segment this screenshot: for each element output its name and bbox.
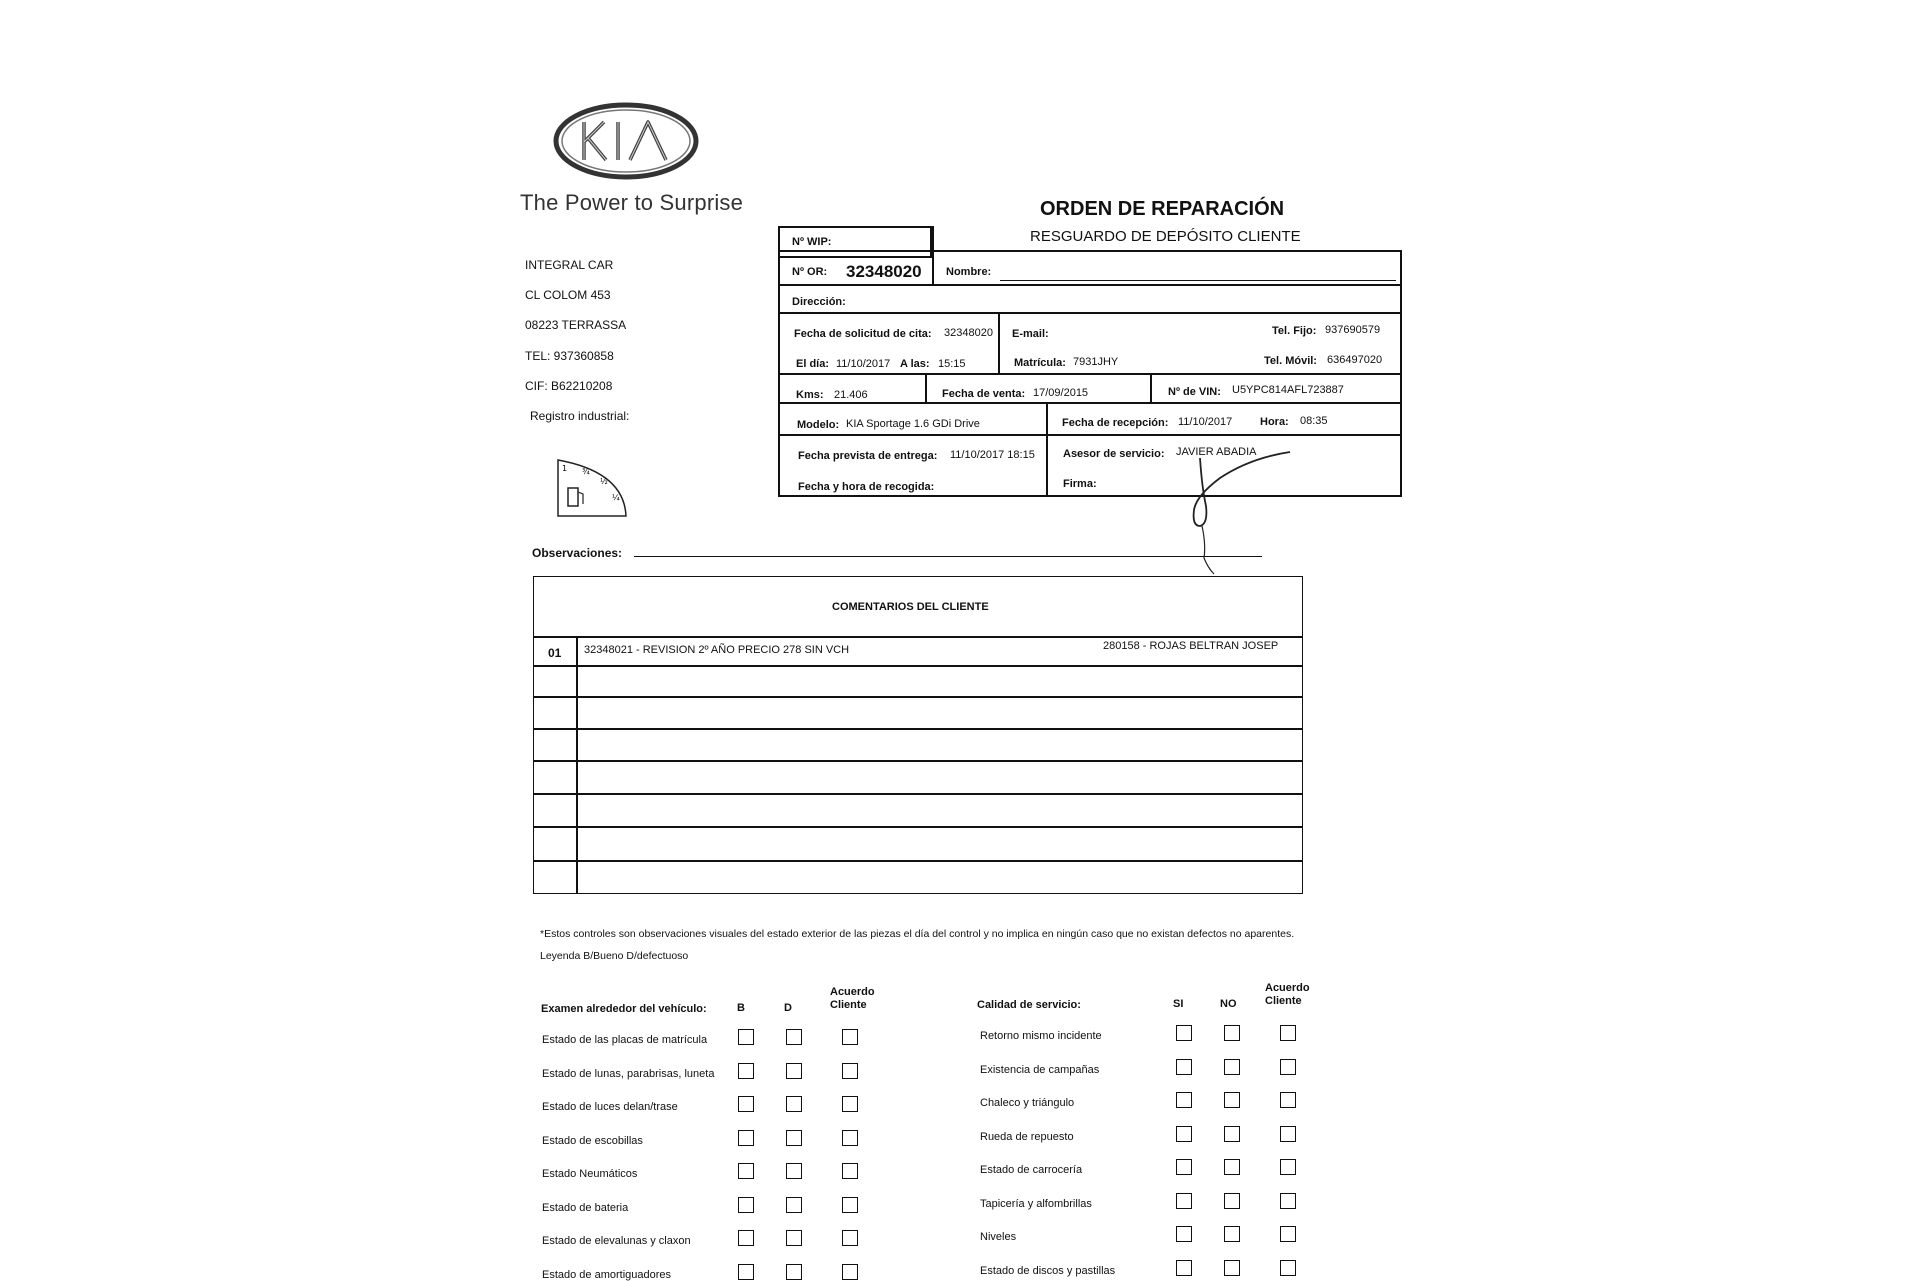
quality-checkbox-second[interactable] xyxy=(1224,1092,1240,1108)
comments-table xyxy=(533,576,1303,894)
fecha-recepcion-value: 11/10/2017 xyxy=(1178,416,1233,428)
notes-line-1: *Estos controles son observaciones visuales del estado exterior de las piezas el día del control y no implica en ningún caso que no existan defectos no aparentes. xyxy=(540,928,1295,940)
quality-checkbox-acuerdo[interactable] xyxy=(1280,1126,1296,1142)
quality-checkbox-acuerdo[interactable] xyxy=(1280,1159,1296,1175)
quality-col-acuerdo: Acuerdo xyxy=(1265,982,1310,994)
exam-checkbox-first[interactable] xyxy=(738,1197,754,1213)
exam-item-label: Estado Neumáticos xyxy=(542,1168,638,1180)
quality-checkbox-acuerdo[interactable] xyxy=(1280,1226,1296,1242)
modelo-value: KIA Sportage 1.6 GDi Drive xyxy=(846,418,980,430)
quality-checkbox-first[interactable] xyxy=(1176,1159,1192,1175)
fecha-solicitud-value: 32348020 xyxy=(944,327,993,339)
asesor-label: Asesor de servicio: xyxy=(1063,448,1165,460)
exam-checkbox-first[interactable] xyxy=(738,1063,754,1079)
email-label: E-mail: xyxy=(1012,328,1049,340)
exam-checkbox-acuerdo[interactable] xyxy=(842,1230,858,1246)
exam-checkbox-second[interactable] xyxy=(786,1230,802,1246)
quality-item-label: Estado de carrocería xyxy=(980,1164,1083,1176)
exam-checkbox-first[interactable] xyxy=(738,1096,754,1112)
exam-checkbox-first[interactable] xyxy=(738,1264,754,1280)
dealer-city: 08223 TERRASSA xyxy=(525,318,627,332)
tel-movil-value: 636497020 xyxy=(1327,354,1383,366)
exam-item-label: Estado de las placas de matrícula xyxy=(542,1034,708,1046)
quality-checkbox-acuerdo[interactable] xyxy=(1280,1025,1296,1041)
dealer-tel: TEL: 937360858 xyxy=(525,349,614,363)
a-las-label: A las: xyxy=(900,358,930,370)
kia-logo xyxy=(552,100,700,182)
a-las-value: 15:15 xyxy=(938,358,966,370)
exam-checkbox-second[interactable] xyxy=(786,1130,802,1146)
tel-movil-label: Tel. Móvil: xyxy=(1264,355,1317,367)
comments-header: COMENTARIOS DEL CLIENTE xyxy=(832,601,989,613)
vin-label: Nº de VIN: xyxy=(1168,386,1221,398)
tel-fijo-label: Tel. Fijo: xyxy=(1272,325,1317,337)
asesor-value: JAVIER ABADIA xyxy=(1176,446,1257,458)
exam-checkbox-second[interactable] xyxy=(786,1197,802,1213)
exam-item-label: Estado de elevalunas y claxon xyxy=(542,1235,691,1247)
dealer-registry: Registro industrial: xyxy=(530,409,630,423)
exam-checkbox-acuerdo[interactable] xyxy=(842,1264,858,1280)
quality-checkbox-first[interactable] xyxy=(1176,1193,1192,1209)
quality-checkbox-acuerdo[interactable] xyxy=(1280,1193,1296,1209)
quality-checkbox-second[interactable] xyxy=(1224,1126,1240,1142)
fecha-recepcion-label: Fecha de recepción: xyxy=(1062,417,1169,429)
hora-value: 08:35 xyxy=(1300,415,1328,427)
exam-checkbox-acuerdo[interactable] xyxy=(842,1197,858,1213)
quality-checkbox-first[interactable] xyxy=(1176,1025,1192,1041)
exam-col-cliente: Cliente xyxy=(830,999,867,1011)
dealer-street: CL COLOM 453 xyxy=(525,288,611,302)
quality-checkbox-first[interactable] xyxy=(1176,1126,1192,1142)
quality-item-label: Niveles xyxy=(980,1231,1017,1243)
quality-title: Calidad de servicio: xyxy=(977,999,1081,1011)
document-subtitle: RESGUARDO DE DEPÓSITO CLIENTE xyxy=(1030,228,1301,245)
exam-item-label: Estado de lunas, parabrisas, luneta xyxy=(542,1067,715,1080)
direccion-label: Dirección: xyxy=(792,296,846,308)
quality-col-no: NO xyxy=(1220,998,1237,1010)
comment-row-advisor: 280158 - ROJAS BELTRAN JOSEP xyxy=(1103,640,1279,652)
nombre-label: Nombre: xyxy=(946,266,992,278)
observaciones-label: Observaciones: xyxy=(532,546,623,560)
quality-checkbox-second[interactable] xyxy=(1224,1193,1240,1209)
exam-checkbox-acuerdo[interactable] xyxy=(842,1163,858,1179)
notes-line-2: Leyenda B/Bueno D/defectuoso xyxy=(540,950,689,962)
quality-item-label: Estado de discos y pastillas xyxy=(980,1264,1116,1277)
comment-row-text: 32348021 - REVISION 2º AÑO PRECIO 278 SIN VCH xyxy=(584,644,850,656)
fecha-entrega-label: Fecha prevista de entrega: xyxy=(798,450,938,462)
exam-title: Examen alrededor del vehículo: xyxy=(541,1003,707,1015)
quality-item-label: Retorno mismo incidente xyxy=(980,1030,1102,1042)
exam-checkbox-second[interactable] xyxy=(786,1063,802,1079)
quality-item-label: Rueda de repuesto xyxy=(980,1130,1074,1143)
matricula-label: Matrícula: xyxy=(1014,357,1066,369)
quality-checkbox-first[interactable] xyxy=(1176,1092,1192,1108)
signature-scribble xyxy=(1180,448,1300,578)
fuel-mark-three-quarter: ¾ xyxy=(582,467,590,476)
quality-checkbox-second[interactable] xyxy=(1224,1025,1240,1041)
fuel-mark-half: ½ xyxy=(600,477,608,486)
exam-item-label: Estado de escobillas xyxy=(542,1134,643,1147)
exam-checkbox-second[interactable] xyxy=(786,1096,802,1112)
fecha-solicitud-label: Fecha de solicitud de cita: xyxy=(794,328,932,340)
exam-item-label: Estado de bateria xyxy=(542,1201,629,1214)
quality-item-label: Chaleco y triángulo xyxy=(980,1097,1075,1109)
exam-col-b: B xyxy=(737,1002,745,1014)
el-dia-value: 11/10/2017 xyxy=(836,358,891,370)
fecha-venta-label: Fecha de venta: xyxy=(942,388,1026,400)
exam-col-acuerdo: Acuerdo xyxy=(830,986,875,998)
quality-checkbox-acuerdo[interactable] xyxy=(1280,1260,1296,1276)
fuel-gauge-icon xyxy=(556,458,628,518)
modelo-label: Modelo: xyxy=(797,419,840,431)
or-label: Nº OR: xyxy=(792,266,828,278)
el-dia-label: El día: xyxy=(796,358,830,370)
fecha-entrega-value: 11/10/2017 18:15 xyxy=(950,449,1035,461)
exam-item-label: Estado de luces delan/trase xyxy=(542,1101,678,1113)
exam-checkbox-acuerdo[interactable] xyxy=(842,1130,858,1146)
exam-checkbox-acuerdo[interactable] xyxy=(842,1063,858,1079)
document-title: ORDEN DE REPARACIÓN xyxy=(1040,198,1285,220)
exam-checkbox-first[interactable] xyxy=(738,1029,754,1045)
exam-checkbox-first[interactable] xyxy=(738,1163,754,1179)
wip-label: Nº WIP: xyxy=(792,236,832,248)
fuel-mark-quarter: ¼ xyxy=(612,493,620,502)
kms-label: Kms: xyxy=(796,389,824,401)
comment-row-number: 01 xyxy=(548,646,562,660)
kms-value: 21.406 xyxy=(834,389,868,401)
quality-checkbox-acuerdo[interactable] xyxy=(1280,1092,1296,1108)
tel-fijo-value: 937690579 xyxy=(1325,324,1381,336)
quality-item-label: Existencia de campañas xyxy=(980,1063,1100,1076)
quality-col-si: SI xyxy=(1173,998,1184,1010)
quality-checkbox-second[interactable] xyxy=(1224,1159,1240,1175)
dealer-name: INTEGRAL CAR xyxy=(525,258,614,272)
dealer-cif: CIF: B62210208 xyxy=(525,379,613,393)
quality-checkbox-second[interactable] xyxy=(1224,1260,1240,1276)
recogida-label: Fecha y hora de recogida: xyxy=(798,481,935,493)
exam-checkbox-acuerdo[interactable] xyxy=(842,1029,858,1045)
exam-item-label: Estado de amortiguadores xyxy=(542,1268,672,1281)
brand-tagline: The Power to Surprise xyxy=(520,190,744,215)
quality-checkbox-second[interactable] xyxy=(1224,1059,1240,1075)
exam-checkbox-first[interactable] xyxy=(738,1130,754,1146)
exam-checkbox-second[interactable] xyxy=(786,1163,802,1179)
exam-checkbox-acuerdo[interactable] xyxy=(842,1096,858,1112)
quality-checkbox-first[interactable] xyxy=(1176,1059,1192,1075)
matricula-value: 7931JHY xyxy=(1073,356,1119,368)
quality-checkbox-acuerdo[interactable] xyxy=(1280,1059,1296,1075)
quality-item-label: Tapicería y alfombrillas xyxy=(980,1197,1092,1210)
quality-checkbox-first[interactable] xyxy=(1176,1260,1192,1276)
exam-checkbox-second[interactable] xyxy=(786,1029,802,1045)
quality-checkbox-first[interactable] xyxy=(1176,1226,1192,1242)
exam-checkbox-second[interactable] xyxy=(786,1264,802,1280)
quality-col-cliente: Cliente xyxy=(1265,995,1302,1007)
hora-label: Hora: xyxy=(1260,416,1289,428)
exam-checkbox-first[interactable] xyxy=(738,1230,754,1246)
quality-checkbox-second[interactable] xyxy=(1224,1226,1240,1242)
firma-label: Firma: xyxy=(1063,478,1097,490)
fecha-venta-value: 17/09/2015 xyxy=(1033,387,1089,399)
or-value: 32348020 xyxy=(846,262,922,281)
fuel-mark-full: 1 xyxy=(562,464,568,473)
exam-col-d: D xyxy=(784,1002,792,1014)
vin-value: U5YPC814AFL723887 xyxy=(1232,384,1344,396)
